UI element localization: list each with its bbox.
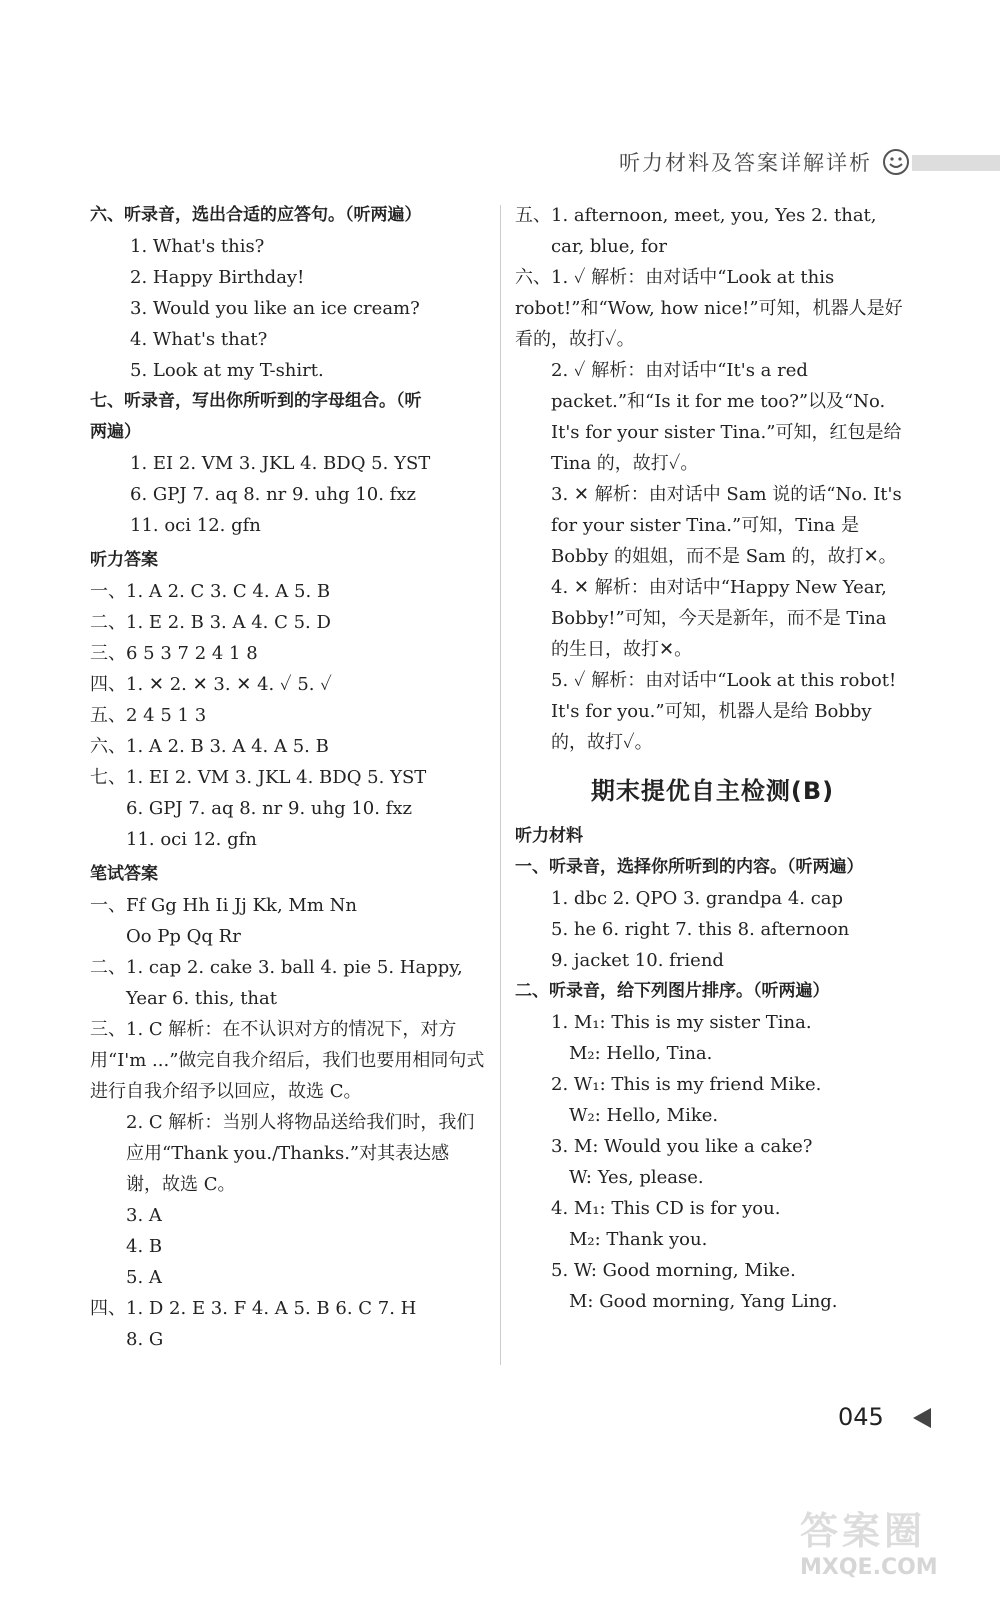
written-answer-1-cont: Oo Pp Qq Rr <box>126 926 241 947</box>
written-answer-3-3: 3. A <box>126 1205 162 1226</box>
listening-answer-row: 一、1. A 2. C 3. C 4. A 5. B <box>90 581 331 602</box>
section-6-heading: 六、听录音，选出合适的应答句。（听两遍） <box>90 205 422 225</box>
right-column <box>515 200 910 1317</box>
listening-answer-row: 二、1. E 2. B 3. A 4. C 5. D <box>90 612 331 633</box>
s6-item: 1. What's this? <box>130 236 265 257</box>
written-answer-2: 二、1. cap 2. cake 3. ball 4. pie 5. Happy, <box>90 957 463 978</box>
s7-row: 6. GPJ 7. aq 8. nr 9. uhg 10. fxz <box>130 484 416 505</box>
listening-answer-row: 六、1. A 2. B 3. A 4. A 5. B <box>90 736 329 757</box>
watermark-logo <box>800 1500 985 1590</box>
smiley-icon <box>882 148 910 176</box>
written-answer-3-5: 5. A <box>126 1267 162 1288</box>
s6-item: 4. What's that? <box>130 329 268 350</box>
column-divider <box>500 205 501 1365</box>
q2-line: 3. M: Would you like a cake? <box>551 1136 813 1157</box>
header-title: 听力材料及答案详解详析 <box>619 151 872 175</box>
section-7-heading-cont: 两遍） <box>90 422 141 442</box>
q1-row: 1. dbc 2. QPO 3. grandpa 4. cap <box>551 888 844 909</box>
q2-line: W: Yes, please. <box>569 1167 704 1188</box>
answer-5: 五、1. afternoon, meet, you, Yes 2. that, <box>515 205 877 226</box>
written-answer-4: 四、1. D 2. E 3. F 4. A 5. B 6. C 7. H <box>90 1298 417 1319</box>
listening-answer-row: 6. GPJ 7. aq 8. nr 9. uhg 10. fxz <box>126 798 412 819</box>
answer-6-5: 5. ✓ 解析：由对话中“Look at this robot! It's for you.”可知，机器人是给 Bobby 的，故打✓。 <box>551 670 897 753</box>
listening-answer-row: 五、2 4 5 1 3 <box>90 705 207 726</box>
q1-row: 5. he 6. right 7. this 8. afternoon <box>551 919 850 940</box>
written-answer-4-cont: 8. G <box>126 1329 164 1350</box>
page-header <box>0 0 1000 200</box>
q2-line: 2. W₁: This is my friend Mike. <box>551 1074 822 1095</box>
s7-row: 11. oci 12. gfn <box>130 515 261 536</box>
written-answer-3-2: 2. C 解析：当别人将物品送给我们时，我们应用“Thank you./Thanks.”对其表达感谢，故选 C。 <box>126 1112 475 1195</box>
listening-answer-row: 四、1. ✕ 2. ✕ 3. ✕ 4. ✓ 5. ✓ <box>90 674 332 695</box>
question-2-heading: 二、听录音，给下列图片排序。（听两遍） <box>515 981 830 1001</box>
written-answers-heading: 笔试答案 <box>90 864 158 884</box>
written-answer-3-1: 三、1. C 解析：在不认识对方的情况下，对方用“I'm ...”做完自我介绍后，我们也要用相同句式进行自我介绍予以回应，故选 C。 <box>90 1019 485 1102</box>
left-column <box>90 200 485 1355</box>
written-answer-3-4: 4. B <box>126 1236 163 1257</box>
listening-answers-heading: 听力答案 <box>90 550 158 570</box>
page-arrow-icon <box>913 1408 931 1428</box>
answer-6-2: 2. ✓ 解析：由对话中“It's a red packet.”和“Is it for me too?”以及“No. It's for your sister Tina.”可知，红包是给 Tina 的，故打✓。 <box>551 360 902 474</box>
listening-material-heading: 听力材料 <box>515 826 583 846</box>
q2-line: W₂: Hello, Mike. <box>569 1105 719 1126</box>
q1-row: 9. jacket 10. friend <box>551 950 724 971</box>
written-answer-1: 一、Ff Gg Hh Ii Jj Kk, Mm Nn <box>90 895 357 916</box>
header-bar <box>912 155 1000 171</box>
written-answer-2-cont: Year 6. this, that <box>126 988 277 1009</box>
q2-line: M: Good morning, Yang Ling. <box>569 1291 838 1312</box>
test-title: 期末提优自主检测(B) <box>590 777 835 805</box>
s7-row: 1. EI 2. VM 3. JKL 4. BDQ 5. YST <box>130 453 431 474</box>
listening-answer-row: 三、6 5 3 7 2 4 1 8 <box>90 643 258 664</box>
q2-line: 5. W: Good morning, Mike. <box>551 1260 796 1281</box>
answer-6-4: 4. ✕ 解析：由对话中“Happy New Year, Bobby!”可知，今天是新年，而不是 Tina 的生日，故打✕。 <box>551 577 887 660</box>
answer-5-cont: car, blue, for <box>551 236 667 257</box>
listening-answer-row: 七、1. EI 2. VM 3. JKL 4. BDQ 5. YST <box>90 767 427 788</box>
page-number: 045 <box>838 1403 884 1431</box>
q2-line: M₂: Thank you. <box>569 1229 708 1250</box>
answer-6-1: 六、1. ✓ 解析：由对话中“Look at this robot!”和“Wow, how nice!”可知，机器人是好看的，故打✓。 <box>515 267 903 350</box>
watermark-text: 答案圈 <box>800 1509 927 1553</box>
q2-line: 4. M₁: This CD is for you. <box>551 1198 781 1219</box>
q2-line: 1. M₁: This is my sister Tina. <box>551 1012 812 1033</box>
answer-6-3: 3. ✕ 解析：由对话中 Sam 说的话“No. It's for your sister Tina.”可知，Tina 是 Bobby 的姐姐，而不是 Sam 的，故打✕。 <box>551 484 902 567</box>
s6-item: 3. Would you like an ice cream? <box>130 298 420 319</box>
listening-answer-row: 11. oci 12. gfn <box>126 829 257 850</box>
q2-line: M₂: Hello, Tina. <box>569 1043 713 1064</box>
question-1-heading: 一、听录音，选择你所听到的内容。（听两遍） <box>515 857 864 877</box>
section-7-heading: 七、听录音，写出你所听到的字母组合。（听 <box>90 391 422 411</box>
watermark-url: MXQE.COM <box>800 1555 938 1580</box>
s6-item: 5. Look at my T-shirt. <box>130 360 324 381</box>
s6-item: 2. Happy Birthday! <box>130 267 305 288</box>
